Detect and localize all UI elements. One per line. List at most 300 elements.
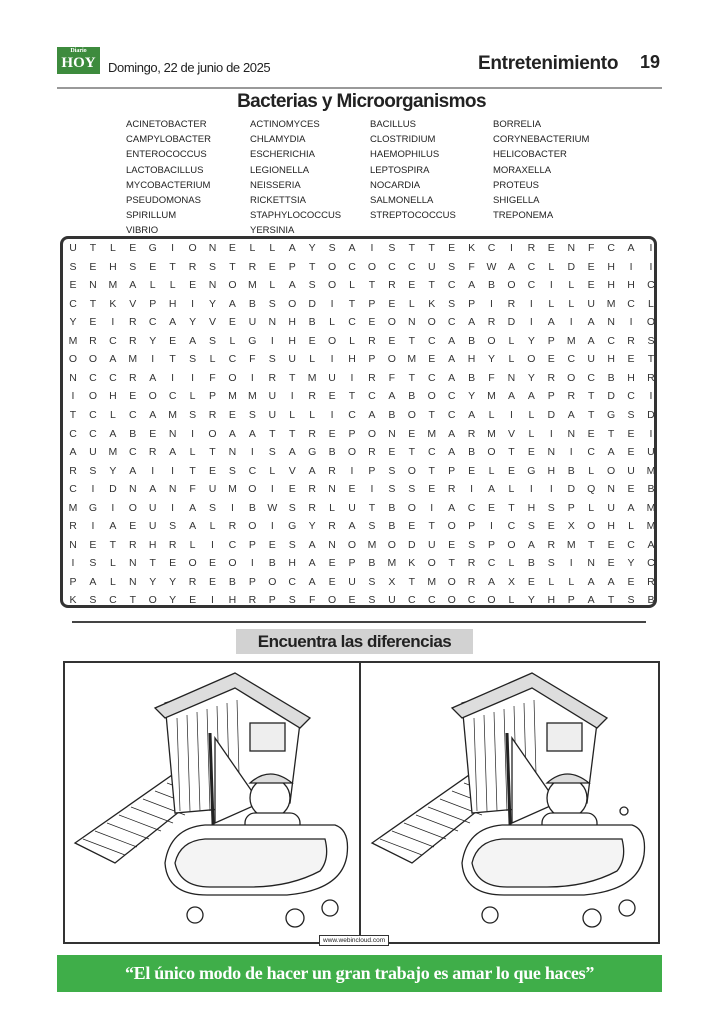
grid-letter[interactable]: A [228,297,236,310]
grid-letter[interactable]: A [647,538,655,551]
grid-letter[interactable]: L [528,427,535,440]
grid-letter[interactable]: R [308,501,316,514]
grid-letter[interactable]: P [208,390,216,403]
grid-letter[interactable]: L [488,408,495,421]
grid-letter[interactable]: S [408,483,416,496]
grid-letter[interactable]: O [327,594,337,607]
grid-letter[interactable]: N [168,427,177,440]
grid-letter[interactable]: D [567,483,576,496]
grid-letter[interactable]: A [348,520,356,533]
grid-letter[interactable]: M [427,575,437,588]
grid-letter[interactable]: T [89,297,97,310]
grid-letter[interactable]: C [69,427,77,440]
grid-letter[interactable]: L [269,242,276,254]
grid-letter[interactable]: V [208,316,216,329]
grid-letter[interactable]: I [649,242,653,254]
grid-letter[interactable]: P [567,501,575,514]
grid-letter[interactable]: B [388,520,396,533]
grid-letter[interactable]: O [248,520,257,533]
grid-letter[interactable]: U [348,575,356,588]
grid-letter[interactable]: U [89,446,97,459]
grid-letter[interactable]: K [109,297,117,310]
grid-letter[interactable]: L [309,408,316,421]
grid-letter[interactable]: S [89,557,97,570]
grid-letter[interactable]: C [427,446,436,459]
grid-letter[interactable]: I [151,353,155,366]
grid-letter[interactable]: C [408,594,416,607]
grid-letter[interactable]: A [488,575,496,588]
grid-letter[interactable]: P [368,464,376,477]
grid-letter[interactable]: M [247,279,257,292]
grid-letter[interactable]: N [388,427,396,440]
grid-letter[interactable]: T [408,371,415,384]
grid-letter[interactable]: T [408,242,415,254]
grid-letter[interactable]: O [567,371,576,384]
grid-letter[interactable]: A [567,408,575,421]
grid-letter[interactable]: A [288,279,296,292]
grid-letter[interactable]: A [507,390,515,403]
grid-letter[interactable]: R [328,520,336,533]
grid-letter[interactable]: E [488,501,496,514]
grid-letter[interactable]: Y [69,316,77,329]
grid-letter[interactable]: N [208,279,217,292]
grid-letter[interactable]: O [188,557,197,570]
grid-letter[interactable]: R [208,408,217,421]
grid-letter[interactable]: E [228,408,236,421]
grid-letter[interactable]: E [408,279,416,292]
grid-letter[interactable]: I [191,427,195,440]
grid-letter[interactable]: E [69,279,77,292]
grid-letter[interactable]: O [268,575,277,588]
grid-letter[interactable]: N [228,446,237,459]
grid-letter[interactable]: A [488,483,496,496]
grid-letter[interactable]: S [388,242,396,254]
grid-letter[interactable]: C [527,279,536,292]
grid-letter[interactable]: O [228,279,237,292]
grid-letter[interactable]: H [627,279,635,292]
grid-letter[interactable]: D [408,538,416,551]
grid-letter[interactable]: C [109,371,117,384]
grid-letter[interactable]: E [587,279,595,292]
grid-letter[interactable]: M [367,538,377,551]
grid-letter[interactable]: K [408,557,416,570]
grid-letter[interactable]: N [587,557,595,570]
grid-letter[interactable]: U [248,316,257,329]
grid-letter[interactable]: I [71,557,75,570]
grid-letter[interactable]: A [348,242,356,254]
grid-letter[interactable]: O [68,353,78,366]
grid-letter[interactable]: O [387,353,396,366]
grid-letter[interactable]: O [367,260,377,273]
grid-letter[interactable]: T [587,408,595,421]
grid-letter[interactable]: S [208,334,216,347]
grid-letter[interactable]: D [109,483,117,496]
grid-letter[interactable]: W [486,260,497,273]
grid-letter[interactable]: R [368,334,376,347]
grid-letter[interactable]: N [607,316,615,329]
grid-letter[interactable]: I [250,557,254,570]
grid-letter[interactable]: Y [208,297,216,310]
grid-letter[interactable]: S [288,501,296,514]
grid-letter[interactable]: A [308,575,316,588]
grid-letter[interactable]: R [308,390,316,403]
grid-letter[interactable]: T [169,353,176,366]
grid-letter[interactable]: U [348,501,356,514]
grid-letter[interactable]: A [527,538,535,551]
grid-letter[interactable]: E [149,260,157,273]
grid-letter[interactable]: E [149,427,157,440]
grid-letter[interactable]: I [330,297,334,310]
grid-letter[interactable]: C [228,353,237,366]
grid-letter[interactable]: I [350,371,354,384]
grid-letter[interactable]: M [307,371,317,384]
grid-letter[interactable]: C [69,483,77,496]
grid-letter[interactable]: R [148,446,157,459]
grid-letter[interactable]: M [407,353,417,366]
grid-letter[interactable]: P [448,464,456,477]
grid-letter[interactable]: I [111,316,115,329]
grid-letter[interactable]: I [191,371,195,384]
grid-letter[interactable]: L [269,464,276,477]
grid-letter[interactable]: E [328,427,336,440]
grid-letter[interactable]: B [129,427,137,440]
grid-letter[interactable]: C [467,501,476,514]
grid-letter[interactable]: E [169,334,177,347]
grid-letter[interactable]: M [228,390,237,403]
grid-letter[interactable]: S [308,279,316,292]
grid-letter[interactable]: L [289,408,296,421]
grid-letter[interactable]: T [209,446,216,459]
grid-letter[interactable]: E [448,242,456,254]
grid-letter[interactable]: E [228,316,236,329]
grid-letter[interactable]: T [508,446,515,459]
grid-letter[interactable]: O [208,427,217,440]
grid-letter[interactable]: O [407,464,416,477]
grid-letter[interactable]: A [448,353,456,366]
grid-letter[interactable]: H [547,464,556,477]
grid-letter[interactable]: I [509,408,513,421]
grid-letter[interactable]: C [427,334,436,347]
grid-letter[interactable]: M [247,390,257,403]
grid-letter[interactable]: N [268,316,277,329]
grid-letter[interactable]: N [507,371,516,384]
grid-letter[interactable]: P [348,427,356,440]
grid-letter[interactable]: E [288,483,296,496]
grid-letter[interactable]: E [328,390,336,403]
grid-letter[interactable]: N [567,427,576,440]
grid-letter[interactable]: T [647,353,655,366]
grid-letter[interactable]: T [428,408,435,421]
grid-letter[interactable]: M [108,446,118,459]
grid-letter[interactable]: M [387,557,397,570]
grid-letter[interactable]: A [448,334,456,347]
grid-letter[interactable]: B [647,594,655,607]
grid-letter[interactable]: A [149,408,157,421]
grid-letter[interactable]: U [627,464,635,477]
grid-letter[interactable]: C [447,316,456,329]
grid-letter[interactable]: I [151,464,155,477]
grid-letter[interactable]: P [468,520,476,533]
grid-letter[interactable]: O [387,316,396,329]
grid-letter[interactable]: A [607,575,615,588]
grid-letter[interactable]: P [368,353,376,366]
grid-letter[interactable]: C [148,316,157,329]
grid-letter[interactable]: L [508,353,515,366]
grid-letter[interactable]: B [328,446,336,459]
grid-letter[interactable]: P [248,575,256,588]
grid-letter[interactable]: E [408,427,416,440]
grid-letter[interactable]: H [467,353,476,366]
grid-letter[interactable]: O [347,446,357,459]
grid-letter[interactable]: E [208,464,216,477]
grid-letter[interactable]: I [509,242,513,254]
grid-letter[interactable]: L [109,575,116,588]
grid-letter[interactable]: I [490,297,493,310]
grid-letter[interactable]: H [607,353,615,366]
grid-letter[interactable]: P [248,538,256,551]
grid-letter[interactable]: E [169,557,177,570]
grid-letter[interactable]: L [209,520,216,533]
grid-letter[interactable]: N [208,242,217,254]
grid-letter[interactable]: N [567,242,576,254]
grid-letter[interactable]: P [547,334,555,347]
grid-letter[interactable]: A [468,408,476,421]
grid-letter[interactable]: O [407,501,416,514]
grid-letter[interactable]: C [109,334,117,347]
grid-letter[interactable]: R [168,538,177,551]
grid-letter[interactable]: L [568,279,575,292]
grid-letter[interactable]: C [109,594,117,607]
grid-letter[interactable]: E [328,575,336,588]
grid-letter[interactable]: B [468,334,476,347]
grid-letter[interactable]: L [329,316,335,329]
grid-letter[interactable]: R [467,575,476,588]
grid-letter[interactable]: T [189,464,196,477]
grid-letter[interactable]: G [288,520,297,533]
grid-letter[interactable]: S [208,260,216,273]
grid-letter[interactable]: H [288,334,297,347]
grid-letter[interactable]: N [328,538,336,551]
grid-letter[interactable]: T [109,538,117,551]
grid-letter[interactable]: L [588,464,595,477]
grid-letter[interactable]: L [329,501,335,514]
grid-letter[interactable]: U [388,594,396,607]
grid-letter[interactable]: R [308,427,316,440]
grid-letter[interactable]: I [470,483,474,496]
grid-letter[interactable]: A [69,446,77,459]
grid-letter[interactable]: N [69,371,77,384]
grid-letter[interactable]: V [129,297,137,310]
grid-letter[interactable]: S [69,260,77,273]
grid-letter[interactable]: L [189,538,196,551]
grid-letter[interactable]: I [330,408,334,421]
grid-letter[interactable]: H [168,297,177,310]
grid-letter[interactable]: B [368,557,376,570]
grid-letter[interactable]: S [89,594,97,607]
grid-letter[interactable]: R [647,575,655,588]
grid-letter[interactable]: E [607,557,615,570]
grid-letter[interactable]: L [568,575,575,588]
grid-letter[interactable]: T [308,260,316,273]
grid-letter[interactable]: M [487,390,496,403]
grid-letter[interactable]: Y [527,594,535,607]
grid-letter[interactable]: B [468,446,476,459]
grid-letter[interactable]: T [348,297,356,310]
grid-letter[interactable]: A [308,557,316,570]
grid-letter[interactable]: U [268,390,277,403]
grid-letter[interactable]: C [507,520,516,533]
grid-letter[interactable]: L [109,557,116,570]
grid-letter[interactable]: A [189,520,197,533]
grid-letter[interactable]: O [88,353,97,366]
grid-letter[interactable]: R [128,538,137,551]
grid-letter[interactable]: E [348,483,356,496]
grid-letter[interactable]: Y [527,371,535,384]
grid-letter[interactable]: F [189,483,196,496]
grid-letter[interactable]: P [547,390,555,403]
grid-letter[interactable]: I [649,390,653,403]
grid-letter[interactable]: H [547,594,556,607]
grid-letter[interactable]: S [129,260,137,273]
grid-letter[interactable]: I [629,260,633,273]
grid-letter[interactable]: Y [627,557,635,570]
grid-letter[interactable]: M [168,408,178,421]
grid-letter[interactable]: B [408,390,416,403]
grid-letter[interactable]: A [189,334,197,347]
grid-letter[interactable]: Y [527,334,535,347]
grid-letter[interactable]: E [348,594,356,607]
grid-letter[interactable]: A [109,427,117,440]
grid-letter[interactable]: A [189,501,197,514]
grid-letter[interactable]: C [408,260,416,273]
grid-letter[interactable]: C [647,279,655,292]
grid-letter[interactable]: B [388,408,396,421]
grid-letter[interactable]: N [128,575,137,588]
grid-letter[interactable]: C [487,557,496,570]
grid-letter[interactable]: I [71,390,75,403]
grid-letter[interactable]: U [427,538,436,551]
grid-letter[interactable]: C [607,334,615,347]
grid-letter[interactable]: Y [308,242,316,254]
grid-letter[interactable]: F [488,371,495,384]
grid-letter[interactable]: H [607,260,615,273]
grid-letter[interactable]: C [128,408,137,421]
grid-letter[interactable]: C [627,538,635,551]
grid-letter[interactable]: R [467,427,476,440]
grid-letter[interactable]: L [189,390,196,403]
grid-letter[interactable]: A [149,371,157,384]
grid-letter[interactable]: C [627,390,635,403]
grid-letter[interactable]: L [109,242,116,254]
grid-letter[interactable]: E [89,316,97,329]
grid-letter[interactable]: M [128,353,138,366]
grid-letter[interactable]: P [69,575,77,588]
grid-letter[interactable]: T [508,501,515,514]
grid-letter[interactable]: R [647,371,655,384]
grid-letter[interactable]: M [566,334,576,347]
grid-letter[interactable]: P [488,538,496,551]
grid-letter[interactable]: U [607,501,615,514]
grid-letter[interactable]: O [427,390,436,403]
grid-letter[interactable]: S [647,334,655,347]
grid-letter[interactable]: T [368,279,376,292]
grid-letter[interactable]: C [427,594,436,607]
grid-letter[interactable]: D [607,390,615,403]
grid-letter[interactable]: N [547,446,556,459]
grid-letter[interactable]: H [607,279,615,292]
grid-letter[interactable]: L [508,334,515,347]
grid-letter[interactable]: M [427,427,437,440]
grid-letter[interactable]: L [508,594,515,607]
grid-letter[interactable]: T [607,427,615,440]
grid-letter[interactable]: E [208,575,216,588]
grid-letter[interactable]: A [129,464,137,477]
grid-letter[interactable]: O [447,594,456,607]
grid-letter[interactable]: A [248,427,256,440]
grid-letter[interactable]: M [566,538,576,551]
grid-letter[interactable]: O [387,538,396,551]
grid-letter[interactable]: C [587,446,595,459]
grid-letter[interactable]: R [368,371,376,384]
grid-letter[interactable]: E [468,464,476,477]
grid-letter[interactable]: I [629,316,633,329]
grid-letter[interactable]: Y [468,390,476,403]
grid-letter[interactable]: E [547,520,555,533]
grid-letter[interactable]: I [171,464,175,477]
grid-letter[interactable]: N [328,483,336,496]
grid-letter[interactable]: L [229,334,236,347]
grid-letter[interactable]: O [347,538,357,551]
grid-letter[interactable]: I [211,538,214,551]
grid-letter[interactable]: F [587,242,595,254]
grid-letter[interactable]: R [467,557,476,570]
grid-letter[interactable]: I [649,260,653,273]
grid-letter[interactable]: F [209,371,216,384]
grid-letter[interactable]: T [428,520,435,533]
grid-letter[interactable]: I [91,520,95,533]
grid-letter[interactable]: S [627,408,635,421]
grid-letter[interactable]: C [89,371,97,384]
grid-letter[interactable]: H [348,353,356,366]
grid-letter[interactable]: R [128,334,137,347]
grid-letter[interactable]: L [548,575,555,588]
grid-letter[interactable]: I [270,483,274,496]
grid-letter[interactable]: L [508,557,515,570]
grid-letter[interactable]: C [89,427,97,440]
grid-letter[interactable]: M [646,501,656,514]
grid-letter[interactable]: C [567,353,576,366]
grid-letter[interactable]: L [508,483,515,496]
grid-letter[interactable]: S [268,353,276,366]
grid-letter[interactable]: P [348,557,356,570]
grid-letter[interactable]: G [527,464,536,477]
grid-letter[interactable]: I [549,279,553,292]
grid-letter[interactable]: E [89,538,97,551]
grid-letter[interactable]: O [288,297,297,310]
grid-letter[interactable]: S [627,594,635,607]
grid-letter[interactable]: C [128,446,137,459]
grid-letter[interactable]: U [148,501,157,514]
grid-letter[interactable]: T [149,557,156,570]
grid-letter[interactable]: H [288,316,297,329]
grid-letter[interactable]: L [169,279,176,292]
grid-letter[interactable]: A [448,501,456,514]
grid-letter[interactable]: C [248,464,257,477]
grid-letter[interactable]: I [330,353,334,366]
grid-letter[interactable]: O [447,520,456,533]
grid-letter[interactable]: U [587,353,595,366]
grid-letter[interactable]: O [507,279,516,292]
